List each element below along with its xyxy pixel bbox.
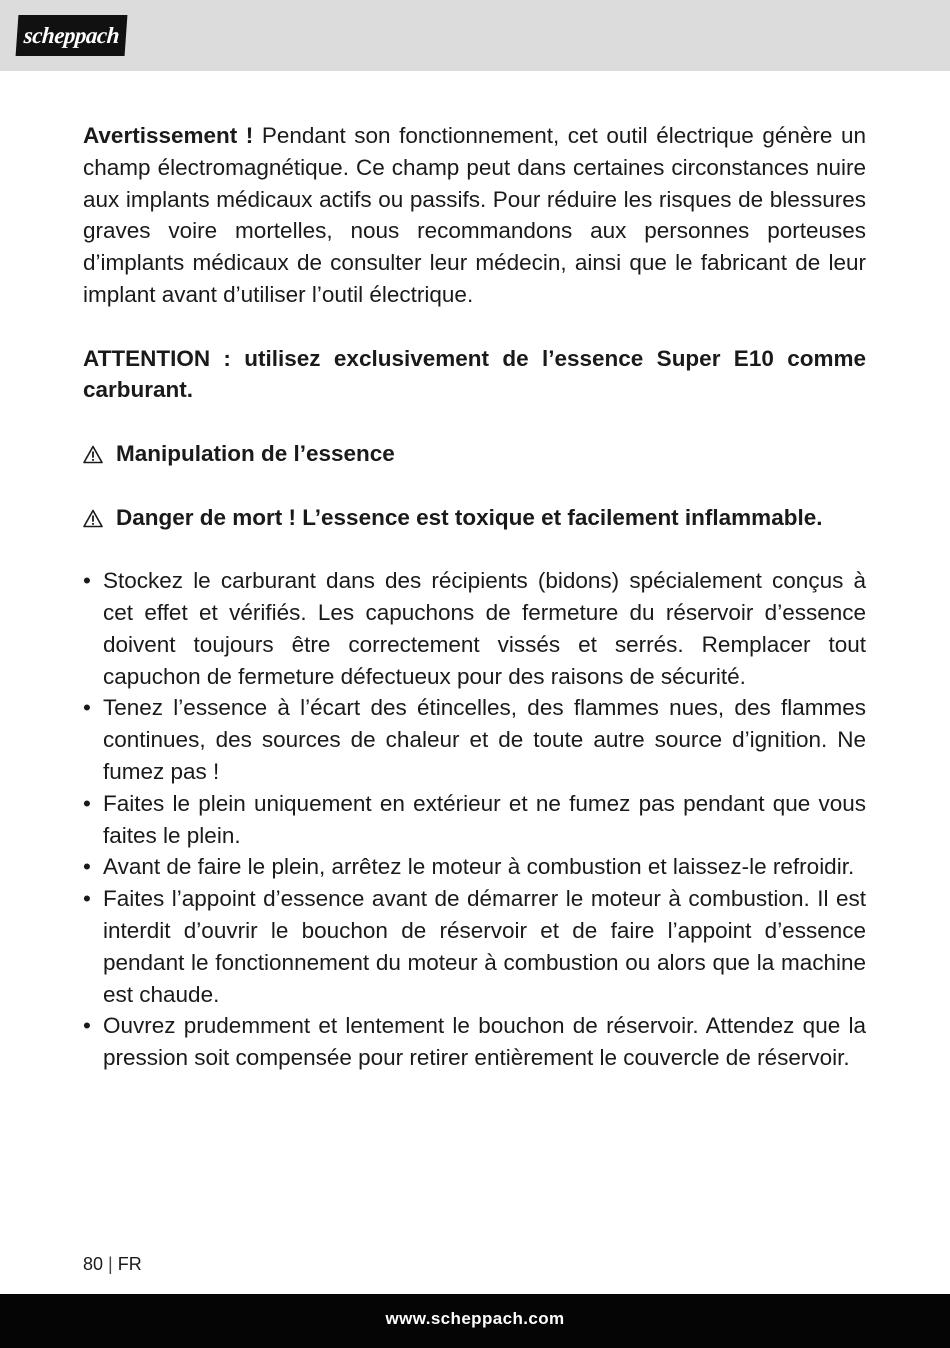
website-url: www.scheppach.com — [385, 1309, 565, 1328]
language-code: FR — [117, 1254, 142, 1274]
warning-text: Pendant son fonctionnement, cet outil électrique génère un champ électromagnétique. Ce champ peut dans certaines circonstances nuire aux implants médicaux actifs ou passifs. Pour réduire les risques de blessures graves voire mortelles, nous recommandons aux personnes porteuses d’implants médicaux de consulter leur médecin, ainsi que le fabricant de leur implant avant d’utiliser l’outil électrique. — [83, 123, 867, 307]
page-number: 80 — [83, 1254, 104, 1274]
bullet-symbol: • — [83, 854, 91, 880]
header-band — [0, 0, 950, 71]
list-item-text: Ouvrez prudemment et lentement le bouchon de réservoir. Attendez que la pression soit compensée pour retirer entièrement le couvercle de réservoir. — [103, 1013, 866, 1071]
bullet-symbol: • — [83, 568, 91, 594]
em-field-warning — [83, 120, 866, 311]
page-number-label — [83, 1252, 142, 1276]
list-item — [83, 851, 866, 883]
attention-fuel-notice: ATTENTION : utilisez exclusivement de l’essence Super E10 comme carburant. — [83, 345, 866, 403]
list-item-text: Stockez le carburant dans des récipients (bidons) spécialement conçus à cet effet et vérifiés. Les capuchons de fermeture du réservoir d’essence doivent toujours être correctement vissés et serrés. Remplacer tout capuchon de fermeture défectueux pour des raisons de sécurité. — [103, 568, 866, 689]
list-item — [83, 1010, 866, 1074]
list-item — [83, 788, 866, 852]
warning-triangle-icon — [83, 438, 116, 470]
list-item — [83, 692, 866, 787]
warning-triangle-icon — [83, 502, 116, 534]
list-item — [83, 565, 866, 692]
scheppach-logo: scheppach — [16, 15, 128, 56]
page-content — [83, 120, 866, 1074]
bullet-symbol: • — [83, 790, 91, 816]
warning-lead: Avertissement ! — [83, 123, 254, 148]
list-item — [83, 883, 866, 1010]
list-item-text: Faites le plein uniquement en extérieur et ne fumez pas pendant que vous faites le plein. — [103, 790, 866, 848]
list-item-text: Faites l’appoint d’essence avant de démarrer le moteur à combustion. Il est interdit d’ouvrir le bouchon de réservoir et de faire l’appoint d’essence pendant le fonctionnement du moteur à combustion ou alors que la machine est chaude. — [103, 886, 866, 1007]
bullet-symbol: • — [83, 695, 91, 721]
list-item-text: Avant de faire le plein, arrêtez le moteur à combustion et laissez-le refroidir. — [103, 854, 855, 880]
danger-heading-text: Danger de mort ! L’essence est toxique et facilement inflammable. — [116, 504, 823, 530]
page-separator: | — [108, 1254, 113, 1274]
section-heading-text: Manipulation de l’essence — [116, 440, 395, 466]
fuel-safety-list — [83, 565, 866, 1074]
list-item-text: Tenez l’essence à l’écart des étincelles, des flammes nues, des flammes continues, des sources de chaleur et de toute autre source d’ignition. Ne fumez pas ! — [103, 695, 866, 784]
danger-heading — [83, 502, 866, 534]
bullet-symbol: • — [83, 886, 91, 912]
section-heading — [83, 438, 866, 470]
bullet-symbol: • — [83, 1013, 91, 1039]
